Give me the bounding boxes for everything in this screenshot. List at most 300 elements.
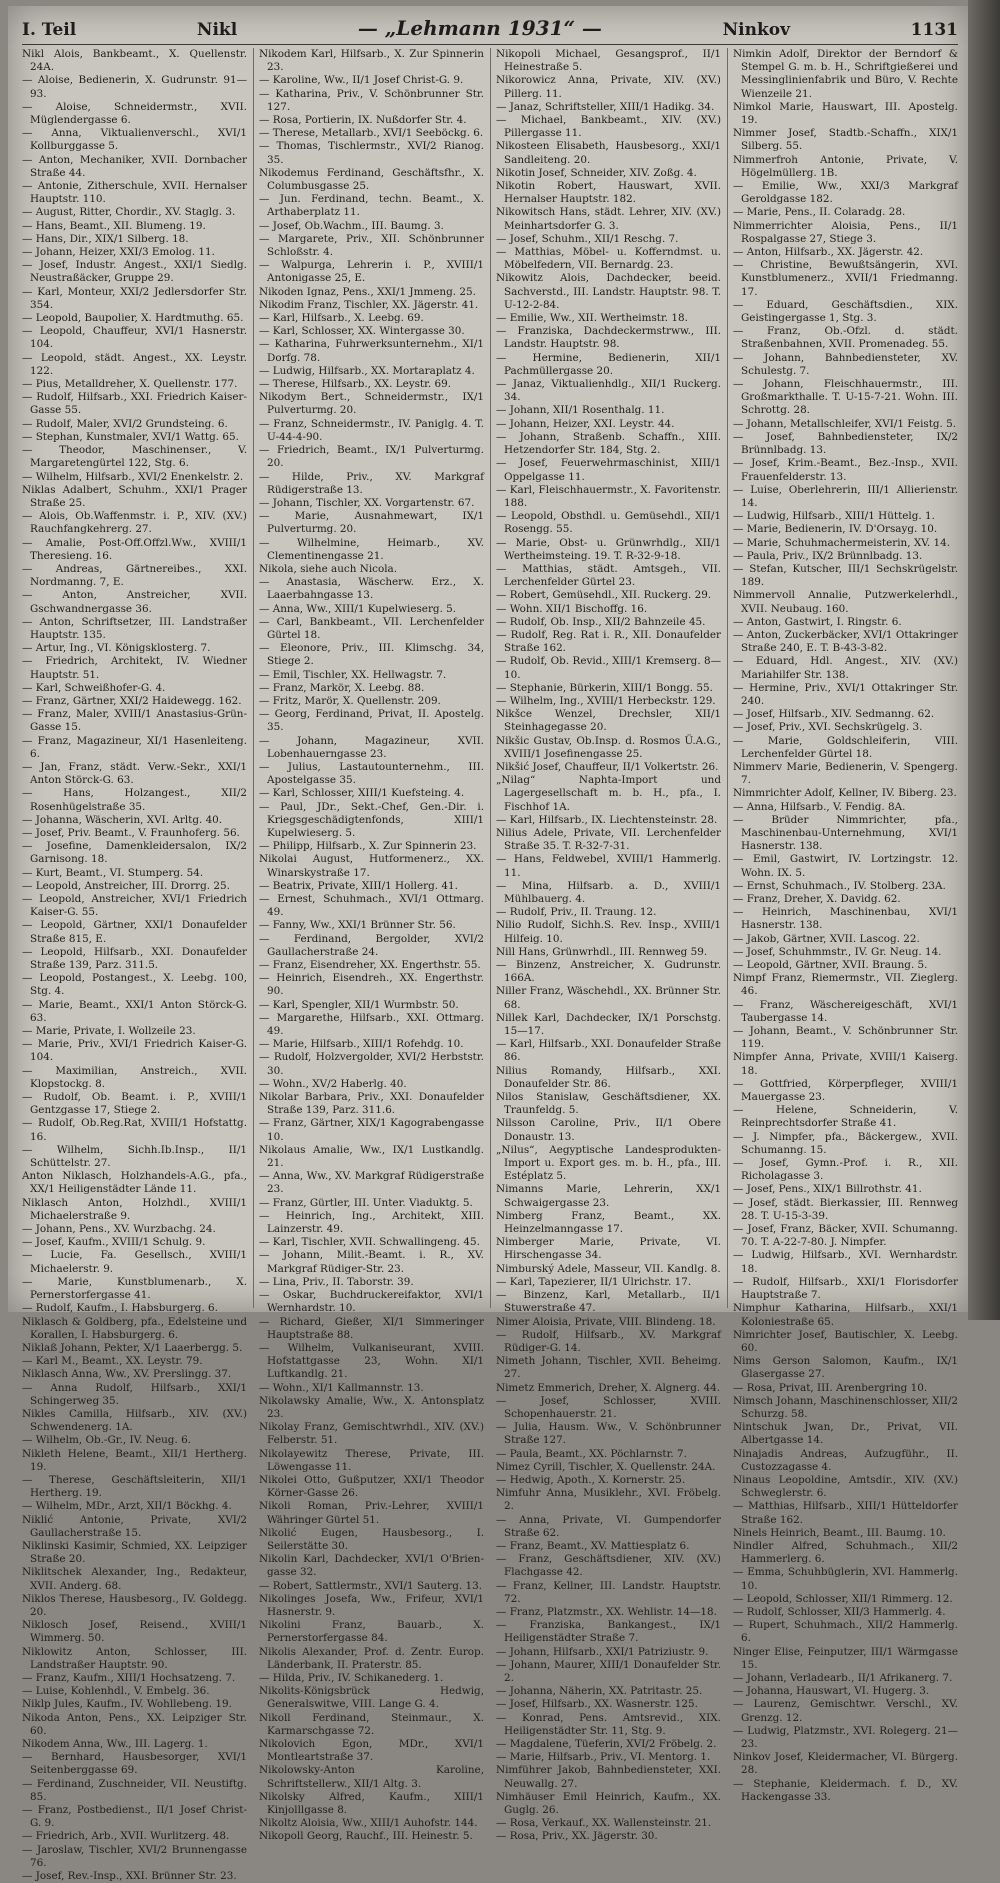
directory-entry: — Karl, Hilfsarb., IX. Liechtensteinstr. 28. — [496, 813, 718, 826]
directory-entry: — Johann, Fleischhauermstr., III. Großmarkthalle. T. U-15-7-21. Wohn. III. Schrottg. 28. — [733, 378, 958, 417]
directory-entry: — Friedrich, Arb., XVII. Wurlitzerg. 48. — [22, 1830, 230, 1843]
directory-entry: Nikolovich Egon, MDr., XVI/1 Montleartstraße 37. — [259, 1738, 484, 1764]
directory-entry: Nikolai August, Hutformenerz., XX. Winarskystraße 17. — [259, 853, 484, 879]
directory-entry: Nimphur Katharina, Hilfsarb., XXI/1 Koloniestraße 65. — [733, 1302, 958, 1328]
directory-entry: — Heinrich, Maschinenbau, XVI/1 Hasnerstr. 138. — [733, 906, 958, 932]
directory-entry: — Jan, Franz, städt. Verw.-Sekr., XXI/1 Anton Störck-G. 63. — [22, 760, 247, 787]
directory-entry: — Franz, Kellner, III. Landstr. Hauptstr. 72. — [496, 1579, 721, 1605]
page-number: 1131 — [910, 20, 958, 40]
directory-entry: Nikles Camilla, Hilfsarb., XIV. (XV.) Schwendenerg. 1A. — [22, 1407, 247, 1434]
directory-entry: — Alois, Ob.Waffenmstr. i. P., XIV. (XV.) Rauchfangkehrerg. 27. — [22, 510, 247, 536]
directory-entry: — Karl, Schweißhofer-G. 4. — [22, 681, 166, 694]
directory-entry: — Josef, Ob.Wachm., III. Baumg. 3. — [259, 219, 444, 232]
directory-entry: — Luise, Kohlenhdl., V. Embelg. 36. — [22, 1685, 210, 1698]
directory-entry: — Josef, Schuhm., XII/1 Reschg. 7. — [496, 232, 679, 245]
first-entry-guideword: Nikl — [196, 20, 238, 40]
directory-entry: — Hans, Beamt., XII. Blumeng. 19. — [22, 219, 206, 232]
directory-entry: — Leopold, Chauffeur, XVI/1 Hasnerstr. 104. — [22, 325, 247, 351]
directory-entry: Nikoll Ferdinand, Steinmaur., X. Karmarschgasse 72. — [259, 1711, 484, 1737]
directory-entry: — Rudolf, Ob. Insp., XII/2 Bahnzeile 45. — [496, 615, 706, 628]
directory-entry: — Karl M., Beamt., XX. Leystr. 79. — [22, 1355, 203, 1368]
directory-entry: Nikolei Otto, Gußputzer, XXI/1 Theodor Körner-Gasse 26. — [259, 1473, 484, 1500]
directory-entry: — Franz, Gärtner, XIX/1 Kagograbengasse 10. — [259, 1117, 484, 1143]
directory-entry: — Rosa, Privat, III. Arenbergring 10. — [733, 1381, 928, 1394]
directory-entry: — Leopold, Hilfsarb., XXI. Donaufelder Straße 139, Parz. 311.5. — [22, 945, 247, 972]
directory-entry: Nimmervoll Annalie, Putzwerkelerhdl., XVII. Neubaug. 160. — [733, 589, 958, 615]
directory-entry: Nims Gerson Salomon, Kaufm., IX/1 Glasergasse 27. — [733, 1355, 958, 1381]
directory-entry: — Walpurga, Lehrerin i. P., XVIII/1 Antonigasse 25, E. — [259, 259, 484, 285]
directory-entry: — Maximilian, Anstreich., XVII. Klopstockg. 8. — [22, 1064, 247, 1090]
directory-entry: — Michael, Bankbeamt., XIV. (XV.) Pillergasse 11. — [496, 114, 721, 140]
directory-entry: — Wilhelm, Sichh.Ib.Insp., II/1 Schüttelstr. 27. — [22, 1143, 247, 1170]
directory-entry: — J. Nimpfer, pfa., Bäckergew., XVII. Schumanng. 15. — [733, 1130, 958, 1156]
directory-entry: — Rudolf, Priv., II. Traung. 12. — [496, 906, 657, 919]
directory-entry: — Emil, Tischler, XX. Hellwagstr. 7. — [259, 668, 447, 681]
directory-entry: — Rosa, Priv., XX. Jägerstr. 30. — [496, 1830, 658, 1843]
directory-entry: — Franz, Magazineur, XI/1 Hasenleiteng. 6. — [22, 734, 247, 760]
directory-entry: — Franz, Wäschereigeschäft, XVI/1 Taubergasse 14. — [733, 998, 958, 1024]
directory-entry: — Lina, Priv., II. Taborstr. 39. — [259, 1275, 414, 1288]
directory-entry: — Mina, Hilfsarb. a. D., XVIII/1 Mühlbauerg. 4. — [496, 879, 721, 905]
directory-entry: — Franziska, Bankangest., IX/1 Heiligenstädter Straße 7. — [496, 1619, 721, 1645]
directory-entry: — Emma, Schuhbüglerin, XVI. Hammerlg. 10. — [733, 1566, 958, 1592]
directory-entry: Niklasch Anna, Ww., XV. Prerslingg. 37. — [22, 1368, 232, 1381]
directory-entry: — August, Ritter, Chordir., XV. Staglg. 3. — [22, 206, 236, 219]
directory-entry: Nimetz Emmerich, Dreher, X. Algnerg. 44. — [496, 1381, 721, 1394]
directory-entry: — Marie, Private, I. Wollzeile 23. — [22, 1025, 196, 1038]
header-rule — [22, 44, 958, 45]
directory-entry: Nilos Stanislaw, Geschäftsdiener, XX. Traunfeldg. 5. — [496, 1091, 721, 1117]
directory-entry: — Stephanie, Bürkerin, XIII/1 Bongg. 55. — [496, 681, 713, 694]
directory-entry: — Stefan, Kutscher, III/1 Sechskrügelstr. 189. — [733, 562, 958, 589]
directory-entry: — Karl, Monteur, XXI/2 Jedlersdorfer Str. 354. — [22, 285, 247, 311]
directory-entry: Nikowitz Alois, Dachdecker, beeid. Sachverstd., III. Landstr. Hauptstr. 98. T. U-12-2-84. — [496, 272, 721, 311]
directory-entry: — Binzenz, Anstreicher, X. Gudrunstr. 166A. — [496, 959, 721, 985]
directory-entry: — Hans, Dir., XIX/1 Silberg. 18. — [22, 232, 189, 245]
directory-entry: — Johanna, Wäscherin, XVI. Arltg. 40. — [22, 813, 223, 826]
directory-entry: Nikolowsky-Anton Karoline, Schriftstellerw., XII/1 Altg. 3. — [259, 1764, 484, 1790]
directory-entry: — Wilhelm, MDr., Arzt, XII/1 Böckhg. 4. — [22, 1500, 232, 1513]
directory-entry: — Marie, Beamt., XXI/1 Anton Störck-G. 63. — [22, 998, 247, 1024]
directory-entry: Nimsch Johann, Maschinenschlosser, XII/2 Schurzg. 58. — [733, 1394, 958, 1420]
last-entry-guideword: Ninkov — [722, 20, 790, 40]
directory-entry: — Karl, Schlosser, XX. Wintergasse 30. — [259, 325, 465, 338]
directory-entry: — Johanna, Näherin, XX. Patritastr. 25. — [496, 1685, 703, 1698]
directory-entry: — Marie, Hilfsarb., XIII/1 Rofehdg. 10. — [259, 1038, 464, 1051]
directory-entry: — Franz, Eisendreher, XX. Engerthstr. 55. — [259, 959, 481, 972]
directory-entry: Niklasch & Goldberg, pfa., Edelsteine und Korallen, I. Habsburgerg. 6. — [22, 1315, 247, 1341]
directory-entry: — Josef, Hilfsarb., XX. Wasnerstr. 125. — [496, 1698, 698, 1711]
directory-entry: — Josefine, Damenkleidersalon, IX/2 Garnisong. 18. — [22, 840, 247, 866]
directory-entry: Nikodem Anna, Ww., III. Lagerg. 1. — [22, 1738, 208, 1750]
section-label: I. Teil — [22, 20, 77, 40]
directory-entry: — Marie, Obst- u. Grünwrhdlg., XII/1 Wertheimsteing. 19. T. R-32-9-18. — [496, 536, 721, 562]
directory-entry: Nimmerv Marie, Bedienerin, V. Spengerg. 7. — [733, 760, 958, 787]
directory-entry: — Janaz, Viktualienhdlg., XII/1 Ruckerg. 34. — [496, 378, 721, 404]
directory-entry: Anton Niklasch, Holzhandels-A.G., pfa., XX/1 Heiligenstädter Lände 11. — [22, 1170, 247, 1196]
directory-entry: — Eduard, Hdl. Angest., XIV. (XV.) Mariahilfer Str. 138. — [733, 655, 958, 681]
directory-entry: Nikodemus Ferdinand, Geschäftsfhr., X. Columbusgasse 25. — [259, 166, 484, 193]
directory-entry: — Wilhelm, Hilfsarb., XVI/2 Enenkelstr. 2. — [22, 470, 244, 483]
directory-entry: — Karoline, Ww., II/1 Josef Christ-G. 9. — [259, 74, 464, 87]
directory-entry: — Gottfried, Körperpfleger, XVIII/1 Mauergasse 23. — [733, 1077, 958, 1104]
directory-entry: Nindler Alfred, Schuhmach., XII/2 Hammerlerg. 6. — [733, 1539, 958, 1566]
directory-entry: — Franz, Kaufm., XIII/1 Hochsatzeng. 7. — [22, 1671, 236, 1684]
directory-entry: Nimberger Marie, Private, VI. Hirschengasse 34. — [496, 1236, 721, 1262]
directory-entry: — Karl, Hilfsarb., XXI. Donaufelder Straße 86. — [496, 1038, 721, 1064]
directory-entry: — Hermine, Bedienerin, XII/1 Pachmüllergasse 20. — [496, 351, 721, 377]
directory-entry: Nikšic Gustav, Ob.Insp. d. Rosmos Ü.A.G., XVIII/1 Josefinengasse 25. — [496, 734, 721, 760]
directory-entry: — Fanny, Ww., XXI/1 Brünner Str. 56. — [259, 919, 456, 932]
directory-entry: Ninels Heinrich, Beamt., III. Baumg. 10. — [733, 1526, 946, 1539]
directory-entry: — Franz, Gärtner, XXI/2 Haidewegg. 162. — [22, 694, 242, 707]
directory-entry: — Matthias, Hilfsarb., XIII/1 Hütteldorfer Straße 162. — [733, 1500, 958, 1526]
directory-entry: — Franziska, Dachdeckermstrww., III. Landstr. Hauptstr. 98. — [496, 325, 721, 351]
directory-entry: — Beatrix, Private, XIII/1 Hollerg. 41. — [259, 879, 458, 892]
directory-entry: — Josef, Feuerwehrmaschinist, XIII/1 Oppelgasse 11. — [496, 457, 721, 483]
directory-entry: — Ferdinand, Bergolder, XVI/2 Gaullacherstraße 24. — [259, 932, 484, 958]
directory-entry: — Paul, JDr., Sekt.-Chef, Gen.-Dir. i. Kriegsgeschädigtenfonds, XIII/1 Kupelwieserg. 5. — [259, 800, 484, 839]
directory-entry: — Richard, Gießer, XI/1 Simmeringer Hauptstraße 88. — [259, 1315, 484, 1341]
directory-entry: Nikolis Alexander, Prof. d. Zentr. Europ. Länderbank, II. Praterstr. 85. — [259, 1645, 484, 1671]
directory-entry: — Anna, Viktualienverschl., XVI/1 Kollburggasse 5. — [22, 127, 247, 153]
directory-entry: — Rudolf, Ob. Revid., XIII/1 Kremserg. 8—10. — [496, 655, 721, 681]
directory-entry: — Anna Rudolf, Hilfsarb., XXI/1 Schingerweg 35. — [22, 1381, 247, 1407]
directory-entry: Nikorowicz Anna, Private, XIV. (XV.) Pillerg. 11. — [496, 74, 721, 100]
directory-entry: — Matthias, Möbel- u. Kofferndmst. u. Möbelfedern, VII. Bernardg. 23. — [496, 246, 721, 272]
directory-entry: Niklosch Josef, Reisend., XVIII/1 Wimmerg. 50. — [22, 1619, 247, 1645]
directory-entry: — Rudolf, Reg. Rat i. R., XII. Donaufelder Straße 162. — [496, 628, 721, 655]
directory-entry: — Thomas, Tischlermstr., XVI/2 Rianog. 35. — [259, 140, 484, 166]
directory-entry: Nikolić Eugen, Hausbesorg., I. Seilerstätte 30. — [259, 1526, 484, 1552]
directory-entry: — Margarete, Priv., XII. Schönbrunner Schloßstr. 4. — [259, 232, 484, 259]
directory-entry: — Artur, Ing., VI. Königsklosterg. 7. — [22, 642, 211, 655]
directory-entry: — Rosa, Portierin, IX. Nußdorfer Str. 4. — [259, 114, 467, 127]
directory-entry: — Josef, Bahnbediensteter, IX/2 Brünnlbadg. 13. — [733, 430, 958, 457]
directory-entry: Nimfuhr Anna, Musiklehr., XVI. Fröbelg. 2. — [496, 1487, 721, 1513]
directory-entry: — Binzenz, Karl, Metallarb., II/1 Stuwerstraße 47. — [496, 1289, 721, 1315]
directory-entry: Nikolits-Königsbrück Hedwig, Generalswitwe, VIII. Lange G. 4. — [259, 1685, 484, 1711]
directory-entry: — Johann, Hilfsarb., XXI/1 Patriziustr. 9. — [496, 1645, 709, 1658]
directory-entry: Ninkov Josef, Kleidermacher, VI. Bürgerg. 28. — [733, 1751, 958, 1777]
directory-entry: Nimkin Adolf, Direktor der Berndorf & Stempel G. m. b. H., Schriftgießerei und Messinglinienfabrik und Büro, V. Rechte Wienzeile 21. — [733, 48, 958, 100]
directory-entry: — Ernst, Schuhmach., IV. Stolberg. 23A. — [733, 879, 946, 892]
directory-entry: Niklić Antonie, Private, XVI/2 Gaullacherstraße 15. — [22, 1513, 247, 1539]
directory-entry: — Karl, Hilfsarb., X. Leebg. 69. — [259, 312, 424, 325]
directory-entry: — Rosa, Verkauf., XX. Wallensteinstr. 21. — [496, 1817, 712, 1830]
directory-entry: „Nilus“, Aegyptische Landesprodukten-Import u. Export ges. m. b. H., pfa., III. Estéplatz 5. — [496, 1143, 721, 1183]
directory-entry: — Leopold, Obsthdl. u. Gemüsehdl., XII/1 Rosengg. 55. — [496, 510, 721, 536]
directory-entry: Nimeth Johann, Tischler, XVII. Beheimg. 27. — [496, 1355, 721, 1381]
directory-entry: — Kurt, Beamt., VI. Stumperg. 54. — [22, 866, 204, 879]
directory-entry: — Johann, Straßenb. Schaffn., XIII. Hetzendorfer Str. 184, Stg. 2. — [496, 430, 721, 457]
directory-entry: — Anastasia, Wäscherw. Erz., X. Laaerbahngasse 13. — [259, 576, 484, 602]
directory-entry: — Rudolf, Schlosser, XII/3 Hammerlg. 4. — [733, 1605, 946, 1618]
column-4 — [727, 48, 958, 1803]
directory-entry: Nilio Rudolf, Sichh.S. Rev. Insp., XVIII/1 Hilfeig. 10. — [496, 919, 721, 945]
directory-entry: Niklos Therese, Hausbesorg., IV. Goldegg. 20. — [22, 1592, 247, 1618]
directory-entry: — Franz, Dreher, X. Davidg. 62. — [733, 893, 901, 905]
directory-entry: — Ludwig, Hilfsarb., XVI. Wernhardstr. 18. — [733, 1249, 958, 1275]
directory-entry: — Aloise, Schneidermstr., XVII. Müglendergasse 6. — [22, 100, 247, 127]
directory-entry: — Hans, Holzangest., XII/2 Rosenhügelstraße 35. — [22, 787, 247, 813]
directory-entry: — Christine, Bewußtsängerin, XVI. Kunstblumenerz., XVII/1 Friedmanng. 17. — [733, 259, 958, 298]
directory-entry: Nikoltz Aloisia, Ww., XIII/1 Auhofstr. 144. — [259, 1817, 478, 1830]
directory-entry: — Marie, Goldschleiferin, VIII. Lerchenfelder Gürtel 18. — [733, 734, 958, 760]
directory-entry: — Johann, XII/1 Rosenthalg. 11. — [496, 404, 665, 417]
directory-entry: Niklowitz Anton, Schlosser, III. Landstraßer Hauptstr. 90. — [22, 1645, 247, 1671]
directory-entry: — Paula, Priv., IX/2 Brünnlbadg. 13. — [733, 549, 923, 562]
directory-entry: — Franz, Gürtler, III. Unter. Viaduktg. 5. — [259, 1196, 473, 1209]
directory-entry: — Franz, Geschäftsdiener, XIV. (XV.) Flachgasse 42. — [496, 1553, 721, 1579]
directory-entry: Nilius Adele, Private, VII. Lerchenfelder Straße 35. T. R-32-7-31. — [496, 826, 721, 853]
directory-entry: — Josef, Priv. Beamt., V. Fraunhoferg. 56. — [22, 826, 240, 839]
directory-entry: — Marie, Ausnahmewart, IX/1 Pulverturmg. 20. — [259, 510, 484, 536]
directory-entry: — Franz, Platzmstr., XX. Wehlistr. 14—18. — [496, 1605, 717, 1618]
directory-entry: — Rudolf, Ob.Reg.Rat, XVIII/1 Hofstattg. 16. — [22, 1117, 247, 1143]
directory-entry: — Anna, Ww., XIII/1 Kupelwieserg. 5. — [259, 602, 457, 615]
directory-entry: — Josef, Priv., XVI. Sechskrügelg. 3. — [733, 721, 923, 734]
directory-entry: Nimpf Franz, Riemermstr., VII. Zieglerg. 46. — [733, 972, 958, 998]
directory-entry: — Franz, Maler, XVIII/1 Anastasius-Grün-Gasse 15. — [22, 708, 247, 734]
directory-entry: — Therese, Geschäftsleiterin, XII/1 Hertherg. 19. — [22, 1473, 247, 1500]
directory-entry: — Lucie, Fa. Gesellsch., XVIII/1 Michaelerstr. 9. — [22, 1249, 247, 1275]
directory-entry: Nikolaus Amalie, Ww., IX/1 Lustkandlg. 21. — [259, 1143, 484, 1170]
directory-entry: — Heinrich, Eisendreh., XX. Engerthstr. 90. — [259, 972, 484, 998]
directory-entry: Nikolayewitz Therese, Private, III. Löwengasse 11. — [259, 1447, 484, 1473]
directory-entry: — Julius, Lastautounternehm., III. Apostelgasse 35. — [259, 760, 484, 787]
directory-entry: — Karl, Schlosser, XIII/1 Kuefsteing. 4. — [259, 787, 465, 800]
directory-entry: Nikopoll Georg, Rauchf., III. Heinestr. 5. — [259, 1830, 473, 1843]
directory-entry: „Nilag“ Naphta-Import und Lagergesellschaft m. b. H., pfa., I. Fischhof 1A. — [496, 774, 721, 813]
directory-entry: — Josef, Pens., XIX/1 Billrothstr. 41. — [733, 1183, 922, 1196]
directory-entry: Nikotin Josef, Schneider, XIV. Zoßg. 4. — [496, 166, 697, 179]
directory-entry: Nikopoli Michael, Gesangsprof., II/1 Heinestraße 5. — [496, 48, 721, 74]
directory-entry: — Franz, Schneidermstr., IV. Paniglg. 4. T. U-44-4-90. — [259, 417, 484, 443]
directory-entry: — Anton, Mechaniker, XVII. Dornbacher Straße 44. — [22, 153, 247, 179]
directory-entry: — Johann, Heizer, XXI/3 Emolog. 11. — [22, 246, 215, 259]
directory-entry: Nikolay Franz, Gemischtwrhdl., XIV. (XV.) Felberstr. 51. — [259, 1421, 484, 1447]
directory-entry: — Eleonore, Priv., III. Klimschg. 34, Stiege 2. — [259, 642, 484, 668]
directory-entry: — Leopold, Gärtner, XXI/1 Donaufelder Straße 815, E. — [22, 919, 247, 945]
directory-entry: — Johann, Maurer, XIII/1 Donaufelder Str. 2. — [496, 1658, 721, 1684]
directory-entry: — Therese, Metallarb., XVI/1 Seeböckg. 6. — [259, 127, 484, 140]
directory-entry: — Jaroslaw, Tischler, XVI/2 Brunnengasse 76. — [22, 1843, 247, 1869]
directory-entry: — Karl, Spengler, XII/1 Wurmbstr. 50. — [259, 998, 459, 1011]
directory-entry: — Franz, Postbedienst., II/1 Josef Christ-G. 9. — [22, 1804, 247, 1830]
directory-entry: — Johann, Bahnbediensteter, XV. Schulestg. 7. — [733, 351, 958, 377]
directory-entry: — Josef, Schlosser, XVIII. Schopenhauerstr. 21. — [496, 1394, 721, 1420]
directory-entry: — Therese, Hilfsarb., XX. Leystr. 69. — [259, 378, 452, 391]
directory-entry: — Robert, Gemüsehdl., XII. Ruckerg. 29. — [496, 589, 712, 602]
directory-entry: Nikšce Wenzel, Drechsler, XII/1 Steinhagegasse 20. — [496, 708, 721, 734]
directory-entry: — Brüder Nimmrichter, pfa., Maschinenbau-Unternehmung, XVI/1 Hasnerstr. 138. — [733, 813, 958, 853]
directory-entry: — Jun. Ferdinand, techn. Beamt., X. Arthaberplatz 11. — [259, 193, 484, 219]
directory-entry: — Paula, Beamt., XX. Pöchlarnstr. 7. — [496, 1447, 687, 1460]
directory-entry: — Magdalene, Tüeferin, XVI/2 Fröbelg. 2. — [496, 1738, 717, 1750]
directory-entry: — Margarethe, Hilfsarb., XXI. Ottmarg. 49. — [259, 1011, 484, 1038]
directory-entry: — Rudolf, Hilfsarb., XXI. Friedrich Kaiser-Gasse 55. — [22, 391, 247, 417]
directory-entry: — Josef, Krim.-Beamt., Bez.-Insp., XVII. Frauenfelderstr. 13. — [733, 457, 958, 483]
directory-entry: — Leopold, Gärtner, XVII. Braung. 5. — [733, 959, 928, 972]
directory-entry: — Emil, Gastwirt, IV. Lortzingstr. 12. Wohn. IX. 5. — [733, 853, 958, 879]
directory-entry: — Julia, Hausm. Ww., V. Schönbrunner Straße 127. — [496, 1421, 721, 1447]
directory-entry: — Leopold, städt. Angest., XX. Leystr. 122. — [22, 351, 247, 377]
directory-entry: Niklaß Johann, Pekter, X/1 Laaerbergg. 5. — [22, 1341, 243, 1354]
directory-entry: Nikoda Anton, Pens., XX. Leipziger Str. 60. — [22, 1711, 247, 1737]
directory-entry: Nikolsky Alfred, Kaufm., XIII/1 Kinjolllgasse 8. — [259, 1790, 484, 1817]
directory-entry: — Rudolf, Hilfsarb., XV. Markgraf Rüdiger-G. 14. — [496, 1328, 721, 1354]
directory-entry: — Pius, Metalldreher, X. Quellenstr. 177. — [22, 378, 238, 391]
directory-entry: — Ernest, Schuhmach., XVI/1 Ottmarg. 49. — [259, 893, 484, 919]
directory-entry: — Carl, Bankbeamt., VII. Lerchenfelder Gürtel 18. — [259, 615, 484, 641]
directory-entry: — Josef, städt. Bierkassier, III. Rennweg 28. T. U-15-3-39. — [733, 1196, 958, 1222]
directory-entry: — Emilie, Ww., XXI/3 Markgraf Geroldgasse 182. — [733, 180, 958, 206]
directory-entry: — Ludwig, Hilfsarb., XIII/1 Hüttelg. 1. — [733, 510, 935, 523]
directory-entry: Nimanns Marie, Lehrerin, XX/1 Schwaigergasse 23. — [496, 1183, 721, 1209]
directory-entry: Nill Hans, Grünwrhdl., III. Rennweg 59. — [496, 945, 708, 958]
directory-entry: — Leopold, Anstreicher, III. Drorrg. 25. — [22, 879, 230, 892]
directory-entry: — Friedrich, Architekt, IV. Wiedner Hauptstr. 51. — [22, 655, 247, 681]
directory-entry: Nikotin Robert, Hauswart, XVII. Hernalser Hauptstr. 182. — [496, 180, 721, 206]
directory-entry: — Ludwig, Platzmstr., XVI. Rolegerg. 21—23. — [733, 1724, 958, 1750]
directory-entry: — Franz, Ob.-Ofzl. d. städt. Straßenbahnen, XVII. Promenadeg. 55. — [733, 325, 958, 351]
directory-entry: Nikola, siehe auch Nicola. — [259, 562, 398, 575]
directory-entry: — Wohn., XI/1 Kallmannstr. 13. — [259, 1381, 424, 1394]
directory-entry: — Leopold, Anstreicher, XVI/1 Friedrich Kaiser-G. 55. — [22, 893, 247, 919]
directory-entry: — Josef, Kaufm., XVIII/1 Schulg. 9. — [22, 1236, 206, 1249]
column-2 — [253, 48, 484, 1843]
directory-entry: — Leopold, Baupolier, X. Hardtmuthg. 65. — [22, 312, 244, 325]
directory-page — [8, 6, 968, 1883]
directory-entry: — Anton, Hilfsarb., XX. Jägerstr. 42. — [733, 246, 924, 259]
directory-entry: — Amalie, Post-Off.Offzl.Ww., XVIII/1 Theresieng. 16. — [22, 536, 247, 562]
directory-entry: — Anton, Gastwirt, I. Ringstr. 6. — [733, 615, 902, 628]
directory-entry: — Anton, Schriftsetzer, III. Landstraßer Hauptstr. 135. — [22, 615, 247, 641]
directory-entry: Niller Franz, Wäschehdl., XX. Brünner Str. 68. — [496, 985, 721, 1011]
directory-entry: — Matthias, städt. Amtsgeh., VII. Lerchenfelder Gürtel 23. — [496, 562, 721, 589]
directory-entry: — Eduard, Geschäftsdien., XIX. Geistingergasse 1, Stg. 3. — [733, 298, 958, 325]
directory-entry: Nikosteen Elisabeth, Hausbesorg., XXI/1 Sandleiteng. 20. — [496, 140, 721, 166]
directory-entry: Nimkol Marie, Hauswart, III. Apostelg. 19. — [733, 100, 958, 127]
directory-entry: Nimez Cyrill, Tischler, X. Quellenstr. 24A. — [496, 1460, 716, 1473]
directory-entry: — Franz, Beamt., XV. Mattiesplatz 6. — [496, 1539, 690, 1552]
directory-entry: — Johann, Pens., XV. Wurzbachg. 24. — [22, 1223, 216, 1236]
directory-entry: — Karl, Tapezierer, II/1 Ulrichstr. 17. — [496, 1275, 692, 1288]
directory-entry: — Marie, Kunstblumenarb., X. Pernerstorfergasse 41. — [22, 1275, 247, 1302]
directory-entry: — Johann, Tischler, XX. Vorgartenstr. 67. — [259, 496, 475, 509]
directory-entry: Nikleth Helene, Beamt., XII/1 Hertherg. 19. — [22, 1447, 247, 1473]
publication-title: — „Lehmann 1931“ — — [357, 16, 602, 40]
directory-entry: — Karl, Tischler, XVII. Schwallingeng. 45. — [259, 1236, 480, 1249]
directory-entry: — Konrad, Pens. Amtsrevid., XIX. Heiligenstädter Str. 11, Stg. 9. — [496, 1711, 721, 1737]
directory-entry: — Rudolf, Holzvergolder, XVI/2 Herbststr. 30. — [259, 1051, 484, 1077]
directory-entry: Niklinski Kasimir, Schmied, XX. Leipziger Straße 20. — [22, 1539, 247, 1566]
directory-entry: Nikšić Josef, Chauffeur, II/1 Volkertstr. 26. — [496, 760, 719, 773]
directory-entry: Nillek Karl, Dachdecker, IX/1 Porschstg. 15—17. — [496, 1011, 721, 1038]
directory-entry: Nimberg Franz, Beamt., XX. Heinzelmanngasse 17. — [496, 1209, 721, 1236]
directory-entry: — Emilie, Ww., XII. Wertheimstr. 18. — [496, 312, 688, 325]
directory-entry: — Rudolf, Hilfsarb., XXI/1 Florisdorfer Hauptstraße 7. — [733, 1275, 958, 1302]
directory-entry: Nikoli Roman, Priv.-Lehrer, XVIII/1 Währinger Gürtel 51. — [259, 1500, 484, 1526]
entry-columns — [22, 48, 958, 1883]
directory-entry: — Josef, Hilfsarb., XIV. Sedmanng. 62. — [733, 708, 935, 721]
directory-entry: — Marie, Priv., XVI/1 Friedrich Kaiser-G. 104. — [22, 1038, 247, 1064]
directory-entry: — Laurenz, Gemischtwr. Verschl., XV. Grenzg. 12. — [733, 1698, 958, 1724]
directory-entry: Nikolini Franz, Bauarb., X. Pernerstorfergasse 84. — [259, 1619, 484, 1645]
directory-entry: — Aloise, Bedienerin, X. Gudrunstr. 91—93. — [22, 74, 247, 100]
directory-entry: Nilsson Caroline, Priv., II/1 Obere Donaustr. 13. — [496, 1117, 721, 1143]
directory-entry: — Wilhelm, Vulkaniseurant, XVIII. Hofstattgasse 23, Wohn. XI/1 Luftkandlg. 21. — [259, 1341, 484, 1381]
directory-entry: Nimhäuser Emil Heinrich, Kaufm., XX. Guglg. 26. — [496, 1790, 721, 1817]
directory-entry: — Jakob, Gärtner, XVII. Lascog. 22. — [733, 932, 920, 945]
directory-entry: — Andreas, Gärtnereibes., XXI. Nordmanng. 7, E. — [22, 562, 247, 589]
directory-entry: — Anna, Private, VI. Gumpendorfer Straße 62. — [496, 1513, 721, 1539]
directory-entry: — Rudolf, Ob. Beamt. i. P., XVIII/1 Gentzgasse 17, Stiege 2. — [22, 1091, 247, 1117]
directory-entry: — Josef, Industr. Angest., XXI/1 Siedlg. Neustraßäcker, Gruppe 29. — [22, 259, 247, 285]
directory-entry: Nikoden Ignaz, Pens., XXI/1 Jmmeng. 25. — [259, 285, 476, 298]
directory-entry: Nikowitsch Hans, städt. Lehrer, XIV. (XV.) Meinhartsdorfer G. 3. — [496, 206, 721, 232]
directory-entry: — Georg, Ferdinand, Privat, II. Apostelg. 35. — [259, 708, 484, 734]
directory-entry: Nimmerrichter Aloisia, Pens., II/1 Rospalgasse 27, Stiege 3. — [733, 219, 958, 245]
directory-entry: Nikodym Bert., Schneidermstr., IX/1 Pulverturmg. 20. — [259, 391, 484, 417]
directory-entry: — Robert, Sattlermstr., XVI/1 Sauterg. 13. — [259, 1579, 483, 1592]
directory-entry: Nintschuk Jwan, Dr., Privat, VII. Albertgasse 14. — [733, 1421, 958, 1447]
directory-entry: — Hans, Feldwebel, XVIII/1 Hammerlg. 11. — [496, 853, 721, 879]
directory-entry: — Franz, Markör, X. Leebg. 88. — [259, 681, 425, 694]
directory-entry: — Leopold, Postangest., X. Leebg. 100, Stg. 4. — [22, 972, 247, 998]
directory-entry: — Philipp, Hilfsarb., X. Zur Spinnerin 23. — [259, 840, 477, 853]
directory-entry: — Johann, Milit.-Beamt. i. R., XV. Markgraf Rüdiger-Str. 23. — [259, 1249, 484, 1275]
directory-entry: — Marie, Schuhmachermeisterin, XV. 14. — [733, 536, 951, 549]
page-header — [22, 16, 958, 42]
directory-entry: Nimmrichter Adolf, Kellner, IV. Biberg. 23. — [733, 787, 957, 800]
directory-entry: Niklas Adalbert, Schuhm., XXI/1 Prager Straße 25. — [22, 483, 247, 509]
directory-entry: — Luise, Oberlehrerin, III/1 Allierienstr. 14. — [733, 483, 958, 509]
directory-entry: Nimer Aloisia, Private, VIII. Blindeng. 18. — [496, 1315, 716, 1328]
directory-entry: — Leopold, Schlosser, XII/1 Rimmerg. 12. — [733, 1592, 953, 1605]
directory-entry: Nimmerfroh Antonie, Private, V. Högelmüllerg. 1B. — [733, 153, 958, 179]
directory-entry: — Johann, Metallschleifer, XVI/1 Feistg. 5. — [733, 417, 957, 430]
directory-entry: — Rudolf, Kaufm., I. Habsburgerg. 6. — [22, 1302, 218, 1315]
directory-entry: — Wilhelm, Ob.-Gr., IV. Neug. 6. — [22, 1434, 191, 1447]
directory-entry: — Johann, Magazineur, XVII. Lobenhauerngasse 23. — [259, 734, 484, 760]
directory-entry: — Janaz, Schriftsteller, XIII/1 Hadikg. 34. — [496, 100, 715, 113]
directory-entry: — Karl, Fleischhauermstr., X. Favoritenstr. 188. — [496, 483, 721, 509]
directory-entry: — Johann, Beamt., V. Schönbrunner Str. 119. — [733, 1025, 958, 1051]
directory-entry: Ninger Elise, Feinputzer, III/1 Wärmgasse 15. — [733, 1645, 958, 1671]
directory-entry: Niklasch Anton, Holzhdl., XVIII/1 Michaelerstraße 9. — [22, 1196, 247, 1222]
directory-entry: — Marie, Pens., II. Colaradg. 28. — [733, 206, 906, 219]
column-3 — [490, 48, 721, 1843]
directory-entry: — Anton, Anstreicher, XVII. Gschwandnergasse 36. — [22, 589, 247, 615]
directory-entry: — Stephan, Kunstmaler, XVI/1 Wattg. 65. — [22, 430, 239, 443]
directory-entry: Niklp Jules, Kaufm., IV. Wohllebeng. 19. — [22, 1698, 232, 1711]
directory-entry: — Hilde, Priv., XV. Markgraf Rüdigerstraße 13. — [259, 470, 484, 496]
directory-entry: Nimburský Adele, Masseur, VII. Kandlg. 8. — [496, 1262, 721, 1275]
directory-entry: — Ludwig, Hilfsarb., XX. Mortaraplatz 4. — [259, 364, 475, 377]
directory-entry: — Josef, Schuhmmstr., IV. Gr. Neug. 14. — [733, 945, 942, 958]
directory-entry: — Antonie, Zitherschule, XVII. Hernalser Hauptstr. 110. — [22, 180, 247, 206]
directory-entry: — Rupert, Schuhmach., XII/2 Hammerlg. 6. — [733, 1619, 958, 1645]
directory-entry: — Bernhard, Hausbesorger, XVI/1 Seitenberggasse 69. — [22, 1751, 247, 1777]
directory-entry: — Wohn. XII/1 Bischoffg. 16. — [496, 602, 648, 615]
directory-entry: — Marie, Bedienerin, IV. D'Orsayg. 10. — [733, 523, 938, 536]
directory-entry: — Katharina, Fuhrwerksunternehm., XI/1 Dorfg. 78. — [259, 338, 484, 364]
column-1 — [22, 48, 247, 1883]
directory-entry: Nikodem Karl, Hilfsarb., X. Zur Spinnerin 23. — [259, 48, 484, 74]
directory-entry: — Josef, Gymn.-Prof. i. R., XII. Richolagasse 3. — [733, 1157, 958, 1183]
